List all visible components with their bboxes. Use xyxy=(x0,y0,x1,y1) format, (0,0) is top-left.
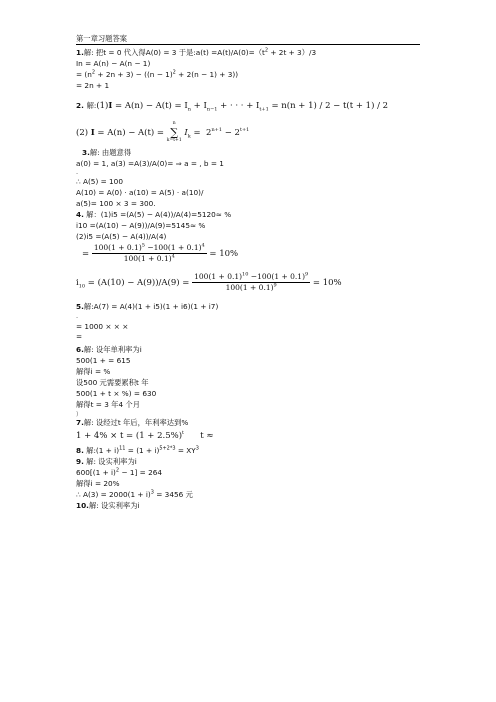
solution-6-heading: 6.解: 设年单利率为i xyxy=(76,345,142,354)
solution-4-formula-i10: $i_{10} = (A(10) - A(9))/A(9)$ = $\frac{100(1 + 0.1)^{10} -100(1 + 0.1)^9}{100(1 + 0.1)^9}$ = 10% xyxy=(76,271,342,292)
solution-3-result: a(5)= 100 × 3 = 300. xyxy=(76,199,156,208)
solution-7-heading: 7.解: 设经过t 年后，年利率达到% xyxy=(76,418,189,427)
solution-7-formula: $1 + 4\% \times t = (1 + 2.5\%)^t$ t ≈ xyxy=(76,430,214,441)
solution-5-result: = xyxy=(76,332,83,341)
solution-3-step-1: a(0) = 1, a(3) =A(3)/A(0)= ⇒ a = , b = 1 xyxy=(76,159,224,168)
solution-10-heading: 10.解: 设实利率为i xyxy=(76,501,140,510)
solution-1-step-2: = $(n^2 + 2n + 3) - ((n - 1)^2 + 2(n - 1) + 3)$) xyxy=(76,69,239,79)
solution-5-step: = 1000 × × × xyxy=(76,322,129,331)
solution-6-result: 解得t = 3 年4 个月 xyxy=(76,400,141,409)
header-rule xyxy=(76,44,420,45)
stray-mark-2: - xyxy=(76,314,79,321)
solution-6-step-2: 解得i = % xyxy=(76,367,111,376)
solution-3-step-2: ∴ A(5) = 100 xyxy=(76,177,123,186)
solution-2-part-2: (2) I = A(n) − A(t) = n ∑ k=t+1 $I_k = 2^{n+1} - 2^{t+1}$ xyxy=(76,121,250,143)
solution-6-step-4: 500(1 + t × %) = 630 xyxy=(76,389,157,398)
stray-mark: - xyxy=(76,170,79,177)
page-title: 第一章习题答案 xyxy=(76,34,128,43)
solution-1-statement: 1.解: 把t = 0 代入得A(0) = 3 于是:a(t) $=A(t)/A(0)=(t^2 + 2t + 3)/3$ xyxy=(76,47,317,57)
solution-9-step-2: 解得i = 20% xyxy=(76,479,120,488)
solution-9-heading: 9. 解: 设实利率为i xyxy=(76,457,137,466)
solution-9-step-1: $600[(1 + i)^2 - 1] = 264$ xyxy=(76,467,163,477)
solution-6-step-3: 设500 元需要累积t 年 xyxy=(76,378,149,387)
solution-6-step-1: 500(1 + = 615 xyxy=(76,356,131,365)
solution-3-heading: 3.解: 由题意得 xyxy=(82,148,132,157)
solution-9-result: ∴ $A(3) = 2000(1 + i)^3 = 3456$ 元 xyxy=(76,489,193,499)
solution-4-part-1b: i10 =(A(10) − A(9))/A(9)=5145≈ % xyxy=(76,221,206,230)
solution-4-part-2: (2)i5 =(A(5) − A(4))/A(4) xyxy=(76,232,167,241)
solution-8-formula: 8. 解:(1 + $i)^{11} = (1 + i)^{5+2*3} = XY^3$ xyxy=(76,445,199,455)
solution-3-step-3: A(10) = A(0) · a(10) = A(5) · a(10)/ xyxy=(76,188,204,197)
solution-5-statement: 5.解:A(7) = A(4)(1 + i5)(1 + i6)(1 + i7) xyxy=(76,302,219,311)
solution-2-part-1: 2. 解:(1)I = $A(n) - A(t) = I_n + I_{n-1}$ + · · · + $I_{t+1} = n(n + 1) / 2 - t(t + 1) / 2$ xyxy=(76,101,389,113)
stray-mark-3: ) xyxy=(76,411,79,418)
solution-1-result: = 2n + 1 xyxy=(76,81,110,90)
summation-symbol: n ∑ k=t+1 xyxy=(166,121,182,143)
solution-4-part-1: 4. 解：(1)i5 =(A(5) − A(4))/A(4)=5120≈ % xyxy=(76,210,232,219)
solution-4-formula-i5: = $\frac{100(1 + 0.1)^5 -100(1 + 0.1)^4}{100(1 + 0.1)^4}$ = 10% xyxy=(82,242,239,263)
solution-1-step-1: In = A(n) − A(n − 1) xyxy=(76,59,151,68)
